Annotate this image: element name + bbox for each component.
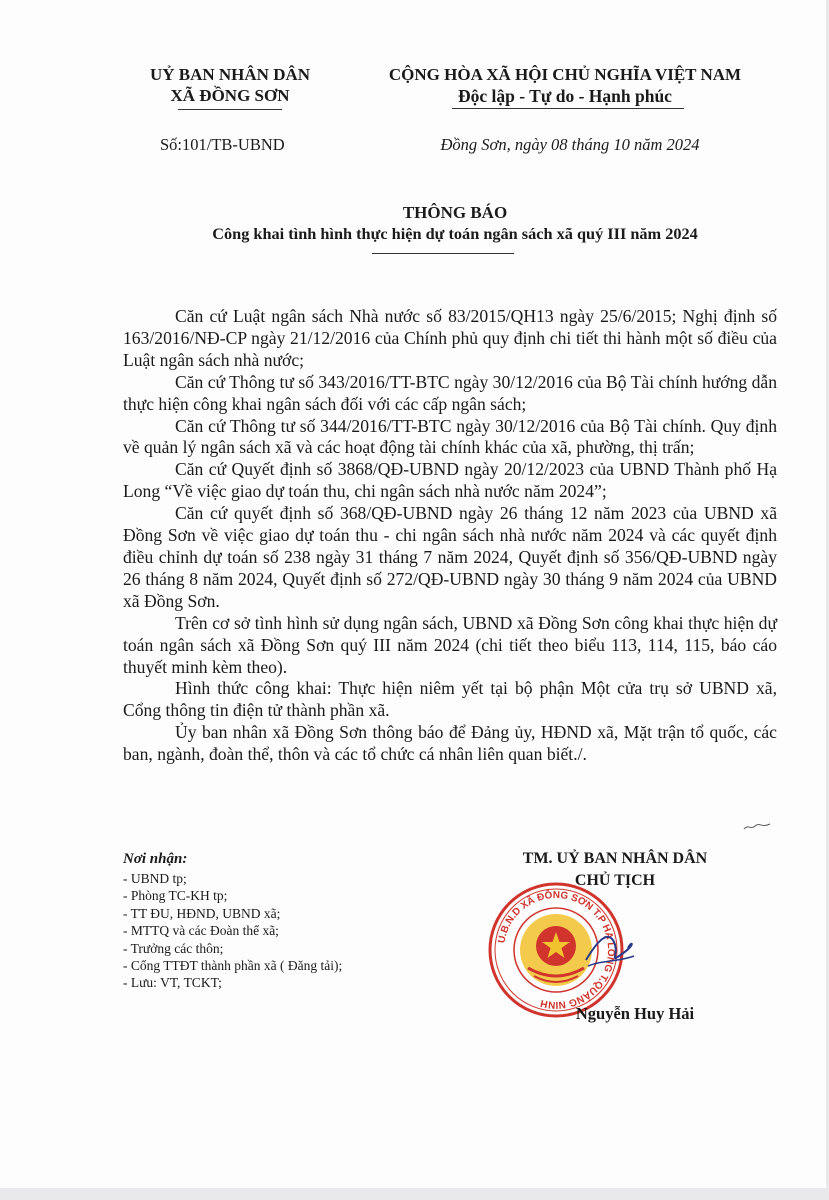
signature-title: CHỦ TỊCH [574,872,656,889]
recipient-item: - Lưu: VT, TCKT; [123,975,222,991]
body-paragraph-8: Ủy ban nhân xã Đồng Sơn thông báo để Đảng ủy, HĐND xã, Mặt trận tổ quốc, các ban, ngành, đoàn thể, thôn và các tổ chức cá nhân liên quan biết./. [123,722,777,765]
notice-title: THÔNG BÁO [402,203,508,222]
body-paragraph-2: Căn cứ Thông tư số 343/2016/TT-BTC ngày 30/12/2016 của Bộ Tài chính hướng dẫn thực hiện công khai ngân sách đối với các cấp ngân sách; [123,371,778,414]
initial-mark-icon [742,820,772,834]
recipient-item: - Cổng TTĐT thành phần xã ( Đăng tải); [123,958,343,974]
signer-name: Nguyễn Huy Hải [575,1004,695,1023]
motto-underline [452,108,684,109]
handwritten-signature-icon [578,920,638,980]
signature-org: TM. UỶ BAN NHÂN DÂN [522,850,708,867]
seal-ring-text: U.B.N.D XÃ ĐỒNG SƠN T.P HẠ LONG T.QUẢNG NINH [496,889,617,1011]
notice-body [123,306,777,766]
notice-subtitle: Công khai tình hình thực hiện dự toán ngân sách xã quý III năm 2024 [212,224,698,243]
recipient-item: - Phòng TC-KH tp; [123,888,228,904]
body-paragraph-3: Căn cứ Thông tư số 344/2016/TT-BTC ngày 30/12/2016 của Bộ Tài chính. Quy định về quản lý ngân sách xã và các hoạt động tài chính khác của xã, phường, thị trấn; [123,415,777,458]
document-number: Số:101/TB-UBND [160,135,285,154]
place-date: Đồng Sơn, ngày 08 tháng 10 năm 2024 [440,135,700,154]
org-underline [178,109,282,110]
recipient-item: - TT ĐU, HĐND, UBND xã; [123,905,281,921]
recipient-item: - MTTQ và các Đoàn thể xã; [123,923,279,939]
title-underline [372,253,514,254]
recipient-item: - Trưởng các thôn; [123,940,224,956]
recipients-heading: Nơi nhận: [123,851,188,867]
body-paragraph-5: Căn cứ quyết định số 368/QĐ-UBND ngày 26 tháng 12 năm 2023 của UBND xã Đồng Sơn về việc giao dự toán thu - chi ngân sách nhà nước năm 2024 và các quyết định điều chỉnh dự toán số 238 ngày 31 tháng 7 năm 2024, Quyết định số 356/QĐ-UBND ngày 26 tháng 8 năm 2024, Quyết định số 272/QĐ-UBND ngày 30 tháng 9 năm 2024 của UBND xã Đồng Sơn. [123,503,777,611]
body-paragraph-6: Trên cơ sở tình hình sử dụng ngân sách, UBND xã Đồng Sơn công khai thực hiện dự toán ngân sách xã Đồng Sơn quý III năm 2024 (chi tiết theo biểu 113, 114, 115, báo cáo thuyết minh kèm theo). [123,612,777,677]
body-paragraph-7: Hình thức công khai: Thực hiện niêm yết tại bộ phận Một cửa trụ sở UBND xã, Cổng thông tin điện tử thành phần xã. [123,678,777,721]
body-paragraph-1: Căn cứ Luật ngân sách Nhà nước số 83/2015/QH13 ngày 25/6/2015; Nghị định số 163/2016/NĐ-CP ngày 21/12/2016 của Chính phủ quy định chi tiết thi hành một số điều của Luật ngân sách nhà nước; [123,306,777,370]
nation-title: CỘNG HÒA XÃ HỘI CHỦ NGHĨA VIỆT NAM [388,65,742,84]
recipients-list [123,870,342,992]
nation-motto: Độc lập - Tự do - Hạnh phúc [458,86,672,106]
org-name-line1: UỶ BAN NHÂN DÂN [149,65,311,84]
body-paragraph-4: Căn cứ Quyết định số 3868/QĐ-UBND ngày 20/12/2023 của UBND Thành phố Hạ Long “Về việc giao dự toán thu, chi ngân sách nhà nước năm 2024”; [123,459,777,502]
recipient-item: - UBND tp; [123,871,187,886]
org-name-line2: XÃ ĐỒNG SƠN [170,86,290,105]
